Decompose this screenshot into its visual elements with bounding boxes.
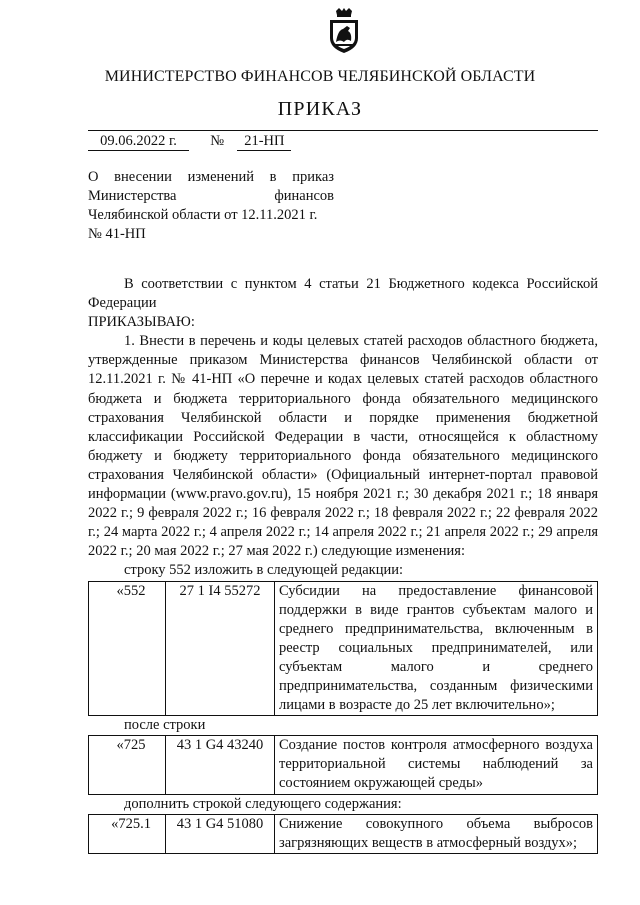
date-number-line bbox=[88, 133, 291, 151]
order-word: ПРИКАЗЫВАЮ: bbox=[88, 314, 195, 331]
table-row bbox=[89, 814, 598, 853]
subject-line: № 41-НП bbox=[88, 226, 146, 242]
order-subject bbox=[88, 168, 334, 244]
number-sign: № bbox=[210, 133, 225, 149]
order-number: 21-НП bbox=[237, 133, 291, 151]
document-title: ПРИКАЗ bbox=[277, 98, 363, 120]
table-row bbox=[89, 736, 598, 794]
header-divider bbox=[88, 130, 598, 131]
row-text-cell: Снижение совокупного объема выбросов загрязняющих веществ в атмосферный воздух»; bbox=[275, 814, 598, 853]
item-1-paragraph: 1. Внести в перечень и коды целевых статей расходов областного бюджета, утвержденные приказом Министерства финансов Челябинской области от 12.11.2021 г. № 41-НП «О перечне и кодах целевых статей расходов областного бюджета и бюджета территориального фонда обязательного медицинского страхования Челябинской области и порядке применения бюджетной классификации Российской Федерации в части, относящейся к областному бюджету и бюджету территориального фонда обязательного медицинского страхования Челябинской области» (Официальный интернет-портал правовой информации (www.pravo.gov.ru), 15 ноября 2021 г.; 30 декабря 2021 г.; 18 января 2022 г.; 9 февраля 2022 г.; 16 февраля 2022 г.; 18 февраля 2022 г.; 22 февраля 2022 г.; 24 марта 2022 г.; 4 апреля 2022 г.; 14 апреля 2022 г.; 21 апреля 2022 г.; 29 апреля 2022 г.; 20 мая 2022 г.; 27 мая 2022 г.) следующие изменения: bbox=[88, 333, 598, 560]
order-date: 09.06.2022 г. bbox=[88, 133, 189, 151]
amendment-table-725-1 bbox=[88, 814, 598, 854]
row-code-cell: 43 1 G4 51080 bbox=[166, 814, 275, 853]
row-code-cell: 27 1 I4 55272 bbox=[166, 581, 275, 716]
order-body bbox=[88, 275, 598, 854]
amendment-table-552 bbox=[88, 581, 598, 717]
intro-paragraph: В соответствии с пунктом 4 статьи 21 Бюджетного кодекса Российской Федерации bbox=[88, 276, 598, 312]
coat-of-arms-icon bbox=[327, 8, 361, 54]
row-code-cell: 43 1 G4 43240 bbox=[166, 736, 275, 794]
table-row bbox=[89, 581, 598, 716]
row-number-cell: «552 bbox=[89, 581, 166, 716]
row-text-cell: Создание постов контроля атмосферного воздуха территориальной системы наблюдений за состоянием окружающей среды» bbox=[275, 736, 598, 794]
amendment-label: дополнить строкой следующего содержания: bbox=[124, 795, 402, 812]
amendment-table-725 bbox=[88, 735, 598, 794]
row-number-cell: «725 bbox=[89, 736, 166, 794]
subject-line: Челябинской области от 12.11.2021 г. bbox=[88, 207, 318, 223]
amendment-label: после строки bbox=[124, 717, 206, 734]
subject-line: О внесении изменений в приказ bbox=[88, 169, 334, 185]
row-number-cell: «725.1 bbox=[89, 814, 166, 853]
ministry-name: МИНИСТЕРСТВО ФИНАНСОВ ЧЕЛЯБИНСКОЙ ОБЛАСТИ bbox=[104, 68, 536, 85]
subject-line: Министерства финансов bbox=[88, 188, 334, 204]
row-text-cell: Субсидии на предоставление финансовой поддержки в виде грантов субъектам малого и среднего предпринимательства, включенным в реестр социальных предпринимателей, или субъектам малого и среднего предпринимательства, созданным физическими лицами в возрасте до 25 лет включительно»; bbox=[275, 581, 598, 716]
amendment-label: строку 552 изложить в следующей редакции: bbox=[124, 562, 403, 579]
